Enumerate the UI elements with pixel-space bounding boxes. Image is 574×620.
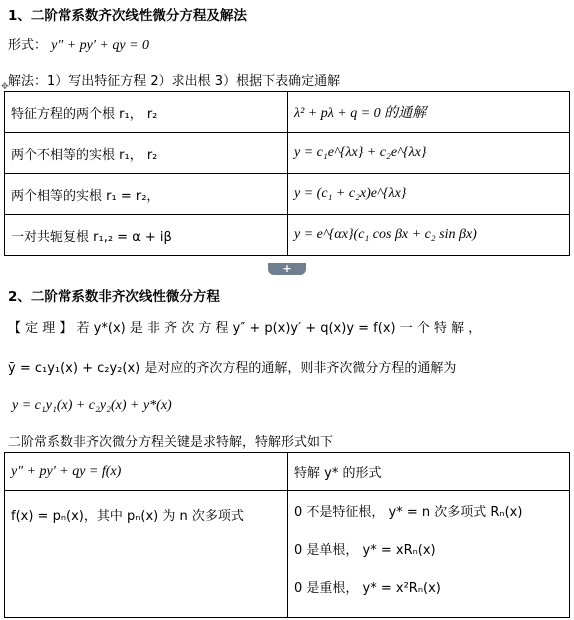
table-cell: f(x) = pₙ(x)，其中 pₙ(x) 为 n 次多项式 bbox=[5, 491, 288, 618]
table-cell: 两个不相等的实根 r₁， r₂ bbox=[5, 133, 288, 174]
table-cell: 一对共轭复根 r₁,₂ = α + iβ bbox=[5, 215, 288, 256]
case-single-root: 0 是单根， y* = xRₙ(x) bbox=[294, 543, 436, 558]
table-cell: y″ + py′ + qy = f(x) bbox=[5, 453, 288, 491]
anchor-icon: ✥ bbox=[1, 82, 9, 92]
table-row bbox=[5, 174, 570, 215]
table-row bbox=[5, 92, 570, 133]
table-row bbox=[5, 133, 570, 174]
table-cell: 两个相等的实根 r₁ = r₂， bbox=[5, 174, 288, 215]
table-cell: y = (c₁ + c₂x)e^{λx} bbox=[288, 174, 570, 215]
table-cell: y = c₁e^{λx} + c₂e^{λx} bbox=[288, 133, 570, 174]
table-cell: λ² + pλ + q = 0 的通解 bbox=[288, 92, 570, 133]
table-cell: 特征方程的两个根 r₁， r₂ bbox=[5, 92, 288, 133]
table-cell: y = e^{αx}(c₁ cos βx + c₂ sin βx) bbox=[288, 215, 570, 256]
table-row bbox=[5, 215, 570, 256]
case-not-root: 0 不是特征根， y* = n 次多项式 Rₙ(x) bbox=[294, 505, 523, 520]
method-line: 解法：1）写出特征方程 2）求出根 3）根据下表确定通解 bbox=[8, 74, 341, 89]
table-row bbox=[5, 453, 570, 491]
theorem-line-1 bbox=[8, 317, 481, 336]
particular-note: 二阶常系数非齐次微分方程关键是求特解，特解形式如下 bbox=[8, 435, 334, 450]
case-double-root: 0 是重根， y* = x²Rₙ(x) bbox=[294, 581, 441, 596]
homogeneous-table bbox=[4, 91, 570, 256]
form-equation: y″ + py′ + qy = 0 bbox=[51, 38, 150, 53]
nonhomogeneous-table bbox=[4, 452, 570, 618]
form-label: 形式： bbox=[8, 38, 48, 53]
table-cell: 特解 y* 的形式 bbox=[288, 453, 570, 491]
section1-heading: 1、二阶常系数齐次线性微分方程及解法 bbox=[8, 8, 247, 24]
table-cell bbox=[288, 491, 570, 618]
expand-button[interactable]: + bbox=[268, 263, 306, 275]
general-solution: y = c₁y₁(x) + c₂y₂(x) + y*(x) bbox=[12, 398, 172, 413]
theorem-line-2: ȳ = c₁y₁(x) + c₂y₂(x) 是对应的齐次方程的通解，则非齐次微分方程的通解为 bbox=[8, 361, 457, 376]
section2-heading: 2、二阶常系数非齐次线性微分方程 bbox=[8, 289, 220, 305]
theorem-label: 【 定 理 】 bbox=[8, 321, 73, 336]
form-line bbox=[8, 34, 149, 54]
table-row bbox=[5, 491, 570, 618]
theorem-text: 若 y*(x) 是 非 齐 次 方 程 y″ + p(x)y′ + q(x)y = f(x) 一 个 特 解 ， bbox=[76, 321, 482, 336]
